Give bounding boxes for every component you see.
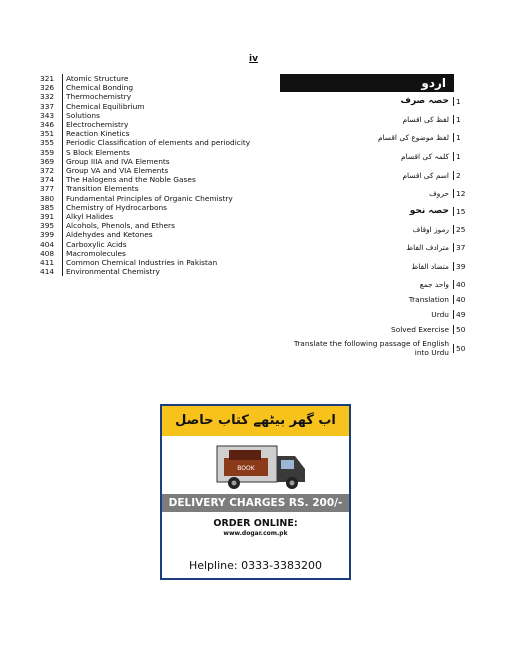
toc-page-number: 337 — [40, 101, 55, 111]
toc-title: Common Chemical Industries in Pakistan — [62, 258, 260, 267]
toc-title: The Halogens and the Noble Gases — [62, 175, 260, 184]
truck-icon — [162, 436, 349, 494]
urdu-toc-page-number: 49 — [453, 310, 470, 319]
toc-title: Atomic Structure — [62, 74, 260, 83]
urdu-toc-title: متضاد الفاظ — [411, 261, 449, 271]
urdu-toc-page-number: 25 — [453, 225, 470, 234]
urdu-toc-title: رموز اوقاف — [412, 224, 449, 234]
urdu-toc-page-number: 15 — [453, 207, 470, 216]
toc-title: S Block Elements — [62, 148, 260, 157]
urdu-toc-row — [280, 336, 470, 360]
toc-row — [40, 194, 260, 203]
urdu-toc-page-number: 50 — [453, 325, 470, 334]
urdu-toc-page-number: 40 — [453, 295, 470, 304]
toc-page-number: 374 — [40, 175, 55, 185]
website-link[interactable]: www.dogar.com.pk — [223, 530, 288, 537]
order-online-label: ORDER ONLINE: — [213, 518, 298, 529]
urdu-toc-row — [280, 220, 470, 238]
urdu-toc-title: Solved Exercise — [391, 324, 449, 334]
urdu-toc-title: کلمہ کی اقسام — [401, 151, 449, 161]
toc-title: Group VA and VIA Elements — [62, 166, 260, 175]
toc-page-number: 351 — [40, 129, 55, 139]
toc-title: Group IIIA and IVA Elements — [62, 157, 260, 166]
toc-row — [40, 166, 260, 175]
toc-row — [40, 203, 260, 212]
toc-page-number: 399 — [40, 230, 55, 240]
toc-page-number: 408 — [40, 248, 55, 258]
toc-page-number: 355 — [40, 138, 55, 148]
urdu-toc-row — [280, 292, 470, 306]
toc-row — [40, 175, 260, 184]
toc-title: Solutions — [62, 111, 260, 120]
toc-page-number: 404 — [40, 239, 55, 249]
delivery-charges: DELIVERY CHARGES RS. 200/- — [162, 494, 349, 512]
toc-row — [40, 240, 260, 249]
truck-box-label: BOOK — [237, 465, 255, 472]
urdu-toc-page-number: 1 — [453, 97, 470, 106]
urdu-toc-page-number: 37 — [453, 243, 470, 252]
toc-title: Reaction Kinetics — [62, 129, 260, 138]
english-contents — [40, 74, 260, 276]
toc-row — [40, 221, 260, 230]
toc-title: Thermochemistry — [62, 92, 260, 101]
urdu-toc-row — [280, 184, 470, 202]
toc-row — [40, 212, 260, 221]
toc-title: Chemical Bonding — [62, 83, 260, 92]
urdu-toc-row — [280, 128, 470, 146]
urdu-toc-title: حصہ نحو — [409, 206, 449, 216]
toc-row — [40, 148, 260, 157]
toc-page-number: 414 — [40, 267, 55, 277]
toc-title: Periodic Classification of elements and periodicity — [62, 138, 260, 147]
page-number: iv — [249, 54, 258, 64]
toc-page-number: 377 — [40, 184, 55, 194]
urdu-toc-row — [280, 166, 470, 184]
toc-title: Alcohols, Phenols, and Ethers — [62, 221, 260, 230]
urdu-toc-row — [280, 202, 470, 220]
toc-row — [40, 249, 260, 258]
toc-row — [40, 102, 260, 111]
toc-row — [40, 111, 260, 120]
toc-page-number: 391 — [40, 212, 55, 222]
toc-row — [40, 258, 260, 267]
toc-row — [40, 92, 260, 101]
toc-page-number: 369 — [40, 156, 55, 166]
urdu-toc-title: لفظ موضوع کی اقسام — [377, 132, 449, 142]
toc-title: Transition Elements — [62, 184, 260, 193]
urdu-toc-title: واحد جمع — [419, 279, 449, 289]
toc-title: Chemistry of Hydrocarbons — [62, 203, 260, 212]
ad-banner: اب گھر بیٹھے کتاب حاصل — [162, 406, 349, 436]
toc-title: Macromolecules — [62, 249, 260, 258]
toc-title: Environmental Chemistry — [62, 267, 260, 276]
toc-page-number: 411 — [40, 258, 55, 268]
urdu-toc-row — [280, 276, 470, 292]
toc-row — [40, 83, 260, 92]
urdu-toc-page-number: 39 — [453, 262, 470, 271]
toc-row — [40, 230, 260, 239]
urdu-toc-title: لفظ کی اقسام — [402, 114, 449, 124]
urdu-toc-page-number: 12 — [453, 189, 470, 198]
urdu-toc-page-number: 40 — [453, 280, 470, 289]
urdu-toc-row — [280, 146, 470, 166]
delivery-advertisement — [160, 404, 351, 580]
urdu-toc-title: Translation — [408, 294, 449, 304]
urdu-toc-page-number: 1 — [453, 133, 470, 142]
urdu-toc-title: حروف — [429, 188, 449, 198]
toc-page-number: 380 — [40, 193, 55, 203]
urdu-toc-page-number: 50 — [453, 344, 470, 353]
delivery-truck-illustration — [162, 436, 349, 494]
toc-title: Alkyl Halides — [62, 212, 260, 221]
urdu-toc-title: Translate the following passage of English into Urdu — [293, 339, 449, 357]
urdu-toc-page-number: 1 — [453, 152, 470, 161]
toc-page-number: 343 — [40, 110, 55, 120]
urdu-toc-row — [280, 110, 470, 128]
urdu-toc-page-number: 1 — [453, 115, 470, 124]
toc-row — [40, 157, 260, 166]
toc-title: Chemical Equilibrium — [62, 102, 260, 111]
urdu-toc-row — [280, 238, 470, 256]
toc-title: Carboxylic Acids — [62, 240, 260, 249]
urdu-toc-title: حصہ صرف — [400, 96, 449, 106]
urdu-toc-row — [280, 92, 470, 110]
urdu-toc-row — [280, 256, 470, 276]
toc-page-number: 346 — [40, 120, 55, 130]
helpline: Helpline: 0333-3383200 — [188, 559, 323, 572]
urdu-toc-title: مترادف الفاظ — [406, 242, 449, 252]
toc-title: Fundamental Principles of Organic Chemistry — [62, 194, 260, 203]
urdu-toc-row — [280, 306, 470, 322]
urdu-toc-title: اسم کی اقسام — [402, 170, 449, 180]
toc-row — [40, 120, 260, 129]
urdu-toc-row — [280, 322, 470, 336]
toc-title: Electrochemistry — [62, 120, 260, 129]
urdu-toc-page-number: 2 — [453, 171, 470, 180]
toc-page-number: 385 — [40, 202, 55, 212]
toc-page-number: 359 — [40, 147, 55, 157]
toc-row — [40, 129, 260, 138]
toc-page-number: 372 — [40, 166, 55, 176]
toc-row — [40, 267, 260, 276]
toc-row — [40, 74, 260, 83]
toc-page-number: 321 — [40, 74, 55, 83]
toc-row — [40, 138, 260, 147]
toc-title: Aldehydes and Ketones — [62, 230, 260, 239]
toc-page-number: 332 — [40, 92, 55, 102]
urdu-toc-title: Urdu — [431, 309, 449, 319]
urdu-contents — [280, 74, 470, 360]
toc-page-number: 326 — [40, 83, 55, 93]
toc-page-number: 395 — [40, 221, 55, 231]
toc-row — [40, 184, 260, 193]
urdu-header: اردو — [280, 74, 454, 92]
